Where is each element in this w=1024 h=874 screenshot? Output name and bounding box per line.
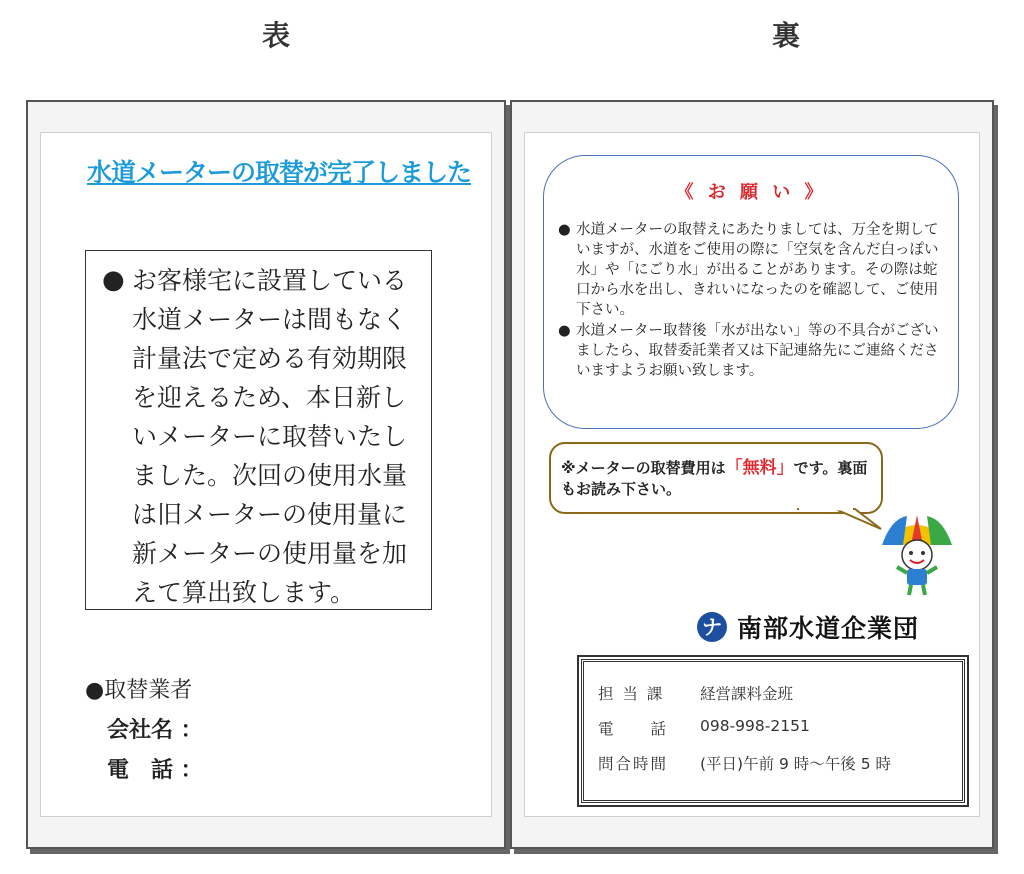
logo-text: 南部水道企業団 [737, 614, 920, 643]
front-card-inner [40, 132, 492, 817]
request-bullet: ● [558, 323, 571, 339]
contact-value: 098-998-2151 [700, 717, 810, 735]
notice-box [85, 250, 432, 610]
request-title: 《 お 願 い 》 [675, 182, 827, 203]
contact-box [581, 659, 965, 803]
company-label: 会社名 ： [107, 718, 203, 743]
contact-row [598, 717, 810, 739]
mascot-umbrella-icon [877, 511, 957, 601]
contact-label: 問合時間 [598, 755, 669, 773]
back-card [510, 100, 994, 849]
free-label: 「無料」 [725, 458, 794, 478]
logo-mark-icon: ナ [697, 612, 727, 642]
phone-label: 電 話 ： [107, 758, 203, 783]
replacer-label: ●取替業者 [85, 678, 193, 703]
speech-tail [795, 493, 885, 533]
contact-row [598, 682, 793, 704]
request-item-text: 水道メーター取替後「水が出ない」等の不具合がございましたら、取替委託業者又は下記連絡先にご連絡くださいますようお願い致します。 [576, 323, 939, 379]
front-title: 水道メーターの取替が完了しました [87, 158, 472, 187]
notice-bullet: ● [102, 265, 125, 295]
front-heading: 表 [261, 19, 290, 52]
contact-value: 経営課料金班 [700, 685, 794, 703]
replacer-section [85, 671, 203, 791]
contact-value: (平日)午前 9 時～午後 5 時 [700, 755, 892, 773]
contact-label: 電 話 [598, 720, 669, 738]
front-card [26, 100, 506, 849]
request-item [558, 220, 942, 320]
request-bubble [543, 155, 959, 429]
organization-logo [697, 609, 919, 645]
contact-row [598, 752, 891, 774]
notice-text: お客様宅に設置している水道メーターは間もなく計量法で定める有効期限を迎えるため、本日新しいメーターに取替いたしました。次回の使用水量は旧メーターの使用量に新メーターの使用量を加えて算出致します。 [132, 266, 408, 607]
request-item [558, 321, 942, 381]
request-body [558, 220, 942, 382]
contact-label: 担 当 課 [598, 685, 665, 703]
request-item-text: 水道メーターの取替えにあたりましては、万全を期していますが、水道をご使用の際に「空気を含んだ白っぽい水」や「にごり水」が出ることがあります。その際は蛇口から水を出し、きれいになったのを確認して、ご使用下さい。 [576, 222, 939, 318]
speech-post: です。裏面もお読み下さい。 [561, 459, 868, 498]
speech-pre: ※メーターの取替費用は [561, 459, 726, 477]
request-bullet: ● [558, 222, 571, 238]
back-heading: 裏 [771, 19, 800, 52]
back-card-inner [524, 132, 980, 817]
